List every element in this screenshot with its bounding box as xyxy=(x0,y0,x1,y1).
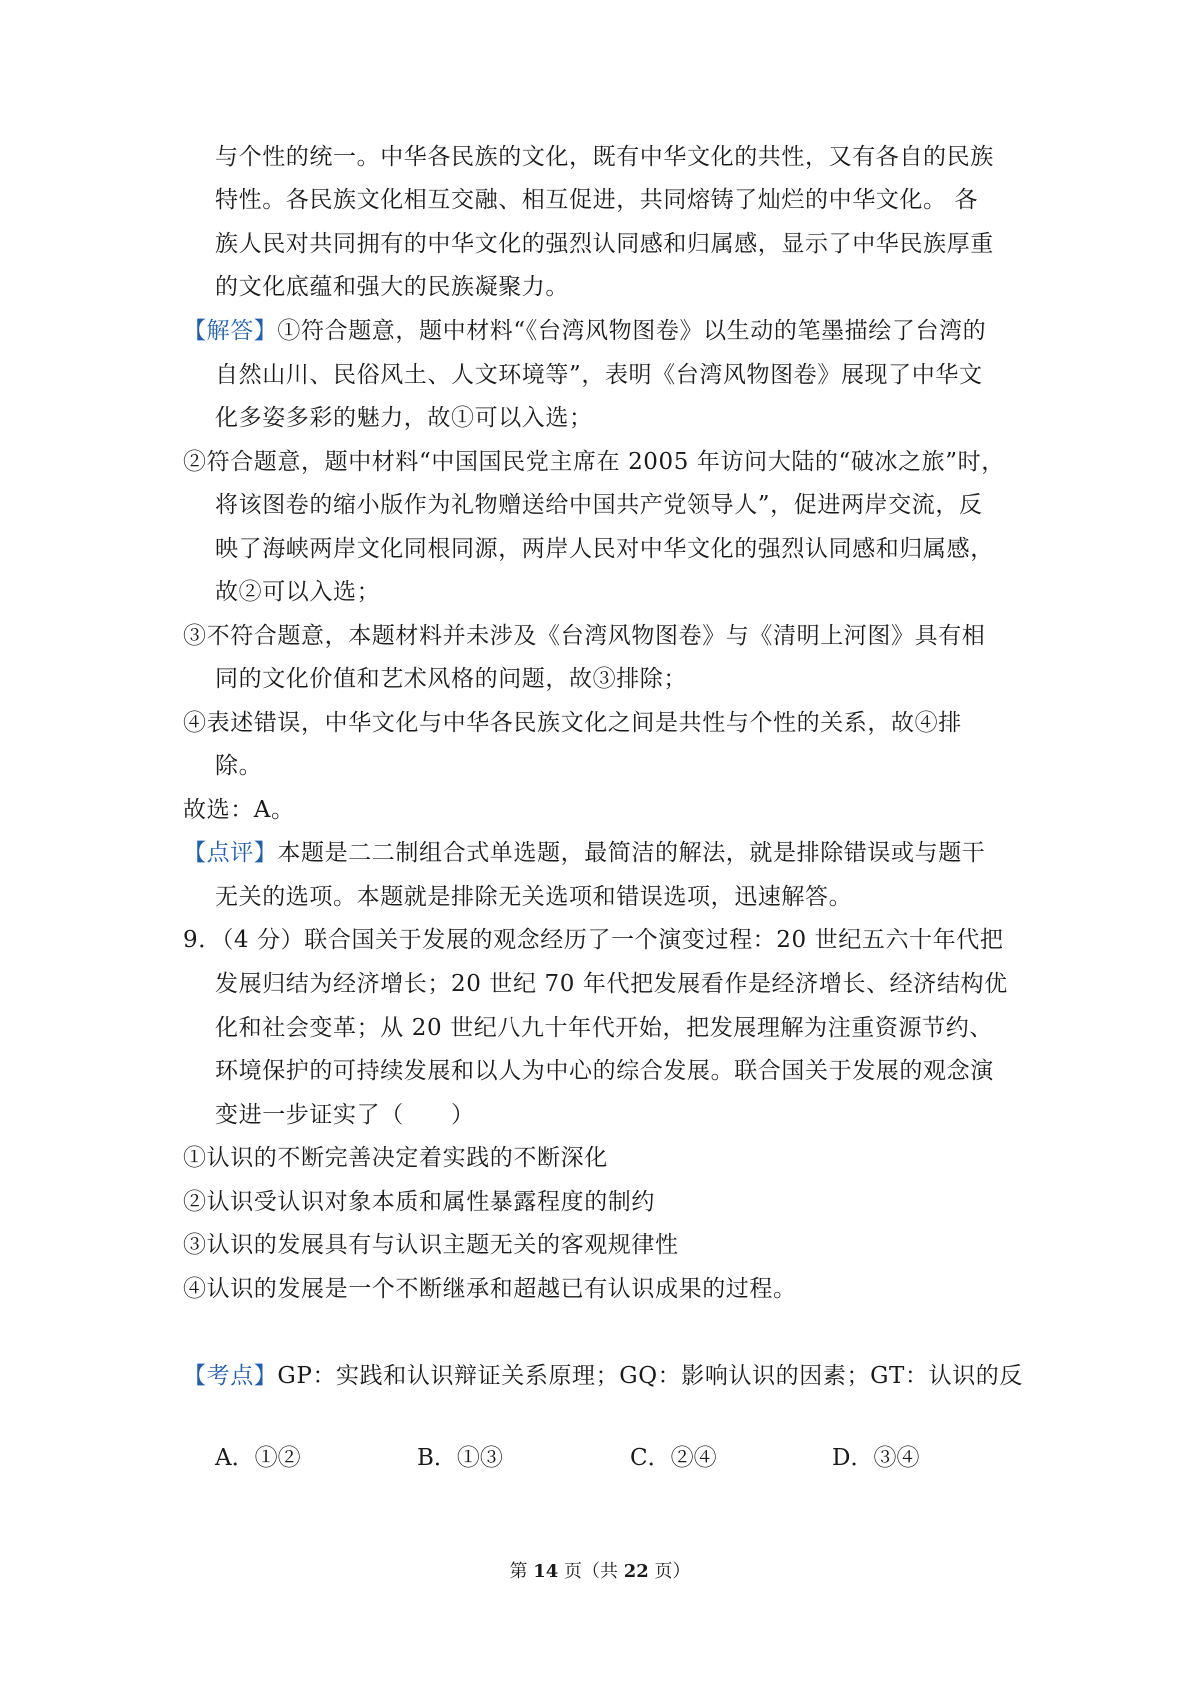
footer-prefix: 第 xyxy=(509,1561,534,1582)
text-line: 将该图卷的缩小版作为礼物赠送给中国共产党领导人”，促进两岸交流，反 xyxy=(215,492,983,518)
text-line: 故②可以入选； xyxy=(215,579,381,605)
comment-tag: 【点评】 xyxy=(183,840,278,866)
statement-4: ④认识的发展是一个不断继承和超越已有认识成果的过程。 xyxy=(183,1276,797,1302)
text-line: 族人民对共同拥有的中华文化的强烈认同感和归属感，显示了中华民族厚重 xyxy=(215,231,994,257)
knowledge-point-line xyxy=(183,1361,1023,1391)
text-line: 化多姿多彩的魅力，故①可以入选； xyxy=(215,405,593,431)
comment-line xyxy=(183,838,985,868)
text-line: ②符合题意，题中材料“中国国民党主席在 2005 年访问大陆的“破冰之旅”时， xyxy=(183,449,1005,475)
answer-text: ①符合题意，题中材料“《台湾风物图卷》以生动的笔墨描绘了台湾的 xyxy=(277,318,987,344)
text-line: 自然山川、民俗风土、人文环境等”，表明《台湾风物图卷》展现了中华文 xyxy=(215,362,983,388)
knowledge-point-text: GP：实践和认识辩证关系原理；GQ：影响认识的因素；GT：认识的反 xyxy=(277,1363,1023,1389)
text-line: 除。 xyxy=(215,753,263,779)
text-line: 映了海峡两岸文化同根同源，两岸人民对中华文化的强烈认同感和归属感， xyxy=(215,536,994,562)
text-line: 化和社会变革；从 20 世纪八九十年代开始，把发展理解为注重资源节约、 xyxy=(215,1015,993,1041)
statement-1: ①认识的不断完善决定着实践的不断深化 xyxy=(183,1145,608,1171)
text-line: 变进一步证实了（ ） xyxy=(215,1102,475,1128)
total-pages: 22 xyxy=(623,1561,649,1582)
answer-line xyxy=(183,316,986,346)
page-number: 14 xyxy=(533,1561,559,1582)
statement-3: ③认识的发展具有与认识主题无关的客观规律性 xyxy=(183,1232,679,1258)
statement-2: ②认识受认识对象本质和属性暴露程度的制约 xyxy=(183,1189,655,1215)
text-line: 的文化底蕴和强大的民族凝聚力。 xyxy=(215,274,569,300)
text-line: 无关的选项。本题就是排除无关选项和错误选项，迅速解答。 xyxy=(215,884,853,910)
option-b: B．①③ xyxy=(417,1445,503,1471)
text-line: ④表述错误，中华文化与中华各民族文化之间是共性与个性的关系，故④排 xyxy=(183,710,962,736)
footer-suffix: 页） xyxy=(648,1561,691,1582)
knowledge-point-tag: 【考点】 xyxy=(183,1363,278,1389)
option-a: A．①② xyxy=(215,1445,301,1471)
conclusion-line: 故选：A。 xyxy=(183,797,295,823)
text-line: ③不符合题意，本题材料并未涉及《台湾风物图卷》与《清明上河图》具有相 xyxy=(183,623,986,649)
text-line: 与个性的统一。中华各民族的文化，既有中华文化的共性，又有各自的民族 xyxy=(215,144,994,170)
text-line: 环境保护的可持续发展和以人为中心的综合发展。联合国关于发展的观念演 xyxy=(215,1058,994,1084)
page-footer xyxy=(0,1560,1200,1584)
comment-text: 本题是二二制组合式单选题，最简洁的解法，就是排除错误或与题干 xyxy=(277,840,986,866)
question-9-stem: 9．（4 分）联合国关于发展的观念经历了一个演变过程：20 世纪五六十年代把 xyxy=(183,927,1004,953)
answer-tag: 【解答】 xyxy=(183,318,278,344)
text-line: 发展归结为经济增长；20 世纪 70 年代把发展看作是经济增长、经济结构优 xyxy=(215,971,1008,997)
option-d: D．③④ xyxy=(832,1445,920,1471)
option-c: C．②④ xyxy=(630,1445,717,1471)
footer-middle: 页（共 xyxy=(558,1561,624,1582)
text-line: 同的文化价值和艺术风格的问题，故③排除； xyxy=(215,666,687,692)
text-line: 特性。各民族文化相互交融、相互促进，共同熔铸了灿烂的中华文化。 各 xyxy=(215,187,979,213)
